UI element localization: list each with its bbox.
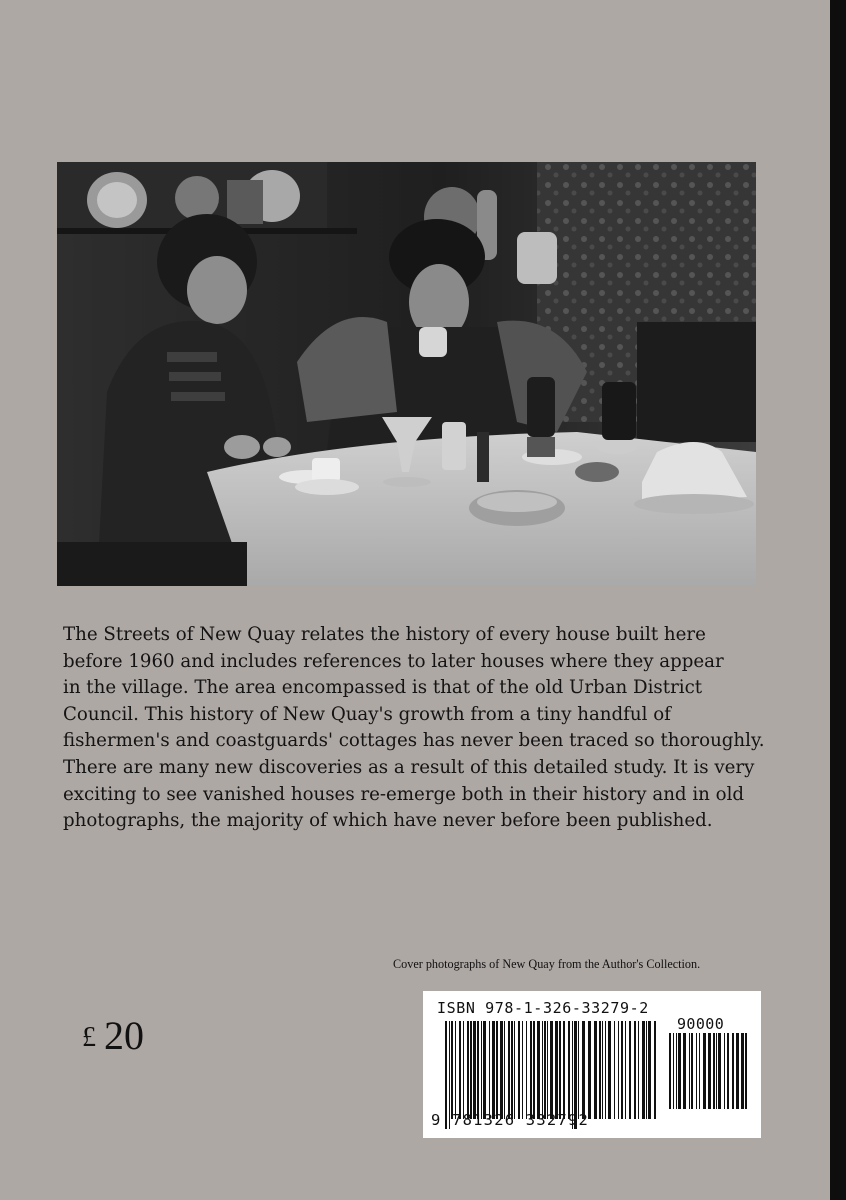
barcode-bar [605,1021,606,1119]
barcode-bar [689,1033,690,1109]
barcode-bar [518,1021,520,1119]
price-amount: 20 [104,1013,144,1058]
barcode-bar [727,1033,729,1109]
barcode-bar [634,1021,636,1119]
barcode-bar [504,1021,505,1119]
barcode-bar [483,1021,486,1119]
barcode-bar [500,1021,503,1119]
barcode-bar [621,1021,623,1119]
barcode-bar [537,1021,540,1119]
barcode-bar [736,1033,739,1109]
barcode-bar [568,1021,570,1119]
isbn-label: ISBN 978-1-326-33279-2 [437,999,649,1017]
price [82,1012,144,1059]
blurb-line: photographs, the majority of which have never before been published. [63,810,713,832]
barcode-bar [625,1021,626,1119]
barcode-bar [629,1021,631,1119]
barcode-bar [530,1021,532,1119]
currency-symbol: £ [82,1022,96,1053]
barcode-bar [514,1021,515,1119]
blurb-line: Council. This history of New Quay's growth from a tiny handful of [63,703,671,725]
barcode-bar [526,1021,527,1119]
barcode-bar [481,1021,482,1119]
barcode-bar [676,1033,677,1109]
barcode-bar [741,1033,744,1109]
barcode-bar [669,1033,671,1109]
photo-credit: Cover photographs of New Quay from the Author's Collection. [393,957,701,971]
barcode-bar [646,1021,647,1119]
barcode-bar [724,1033,725,1109]
barcode-bar [638,1021,639,1119]
barcode-bar [654,1021,656,1119]
barcode-bar [683,1033,686,1109]
barcode-bar [463,1021,464,1119]
barcode-bar [708,1033,711,1109]
barcode-bar [451,1021,453,1119]
barcode-bar [496,1021,498,1119]
barcode-bar [699,1033,700,1109]
barcode-addon-code: 90000 [677,1015,725,1033]
barcode-bar [489,1021,490,1119]
barcode-bar [467,1021,469,1119]
barcode-bar [713,1033,715,1109]
barcode-bar [522,1021,523,1119]
barcode-bar [599,1021,601,1119]
barcode-bar [691,1033,693,1109]
barcode-bar [544,1021,546,1119]
barcode-bar [550,1021,553,1119]
barcode-bar [618,1021,619,1119]
blurb-line: before 1960 and includes references to later houses where they appear [63,650,724,672]
barcode-bar [455,1021,456,1119]
blurb-line: The Streets of New Quay relates the history of every house built here [63,624,706,645]
barcode-bar [614,1021,615,1119]
barcode-bar [477,1021,479,1119]
isbn-barcode [423,991,761,1138]
barcode-bar [459,1021,461,1119]
barcode-bar [673,1033,674,1109]
barcode-bar [533,1021,535,1119]
barcode-bar [555,1021,558,1119]
barcode-bar [559,1021,561,1119]
page-edge [830,0,846,1200]
barcode-bar [508,1021,510,1119]
cover-photo [57,162,756,586]
barcode-bar [594,1021,597,1119]
barcode-bar [732,1033,734,1109]
barcode-bar [745,1033,747,1109]
barcode-bar [542,1021,543,1119]
barcode-bar [582,1021,585,1119]
barcode-bar [588,1021,591,1119]
barcode-bar [511,1021,513,1119]
blurb-line: exciting to see vanished houses re-emerge both in their history and in old [63,783,745,805]
barcode-bar [492,1021,495,1119]
barcode-bar [696,1033,697,1109]
barcode-bar [648,1021,651,1119]
barcode-bar [718,1033,721,1109]
barcode-bar [703,1033,706,1109]
blurb-line: fishermen's and coastguards' cottages has never been traced so thoroughly. [63,730,765,752]
barcode-bar [473,1021,476,1119]
blurb-line: in the village. The area encompassed is that of the old Urban District [63,677,703,699]
barcode-bars-addon [669,1033,749,1119]
ean-digits: 9 781326 332792 [431,1111,589,1129]
blurb-line: There are many new discoveries as a result of this detailed study. It is very [63,756,755,778]
barcode-bar [547,1021,548,1119]
barcode-bar [602,1021,603,1119]
barcode-bar [578,1021,579,1119]
barcode-bar [608,1021,611,1119]
barcode-bar [716,1033,717,1109]
barcode-bar [470,1021,472,1119]
blurb-text [63,622,763,835]
barcode-bar [678,1033,681,1109]
barcode-bar [642,1021,645,1119]
barcode-bar [563,1021,565,1119]
